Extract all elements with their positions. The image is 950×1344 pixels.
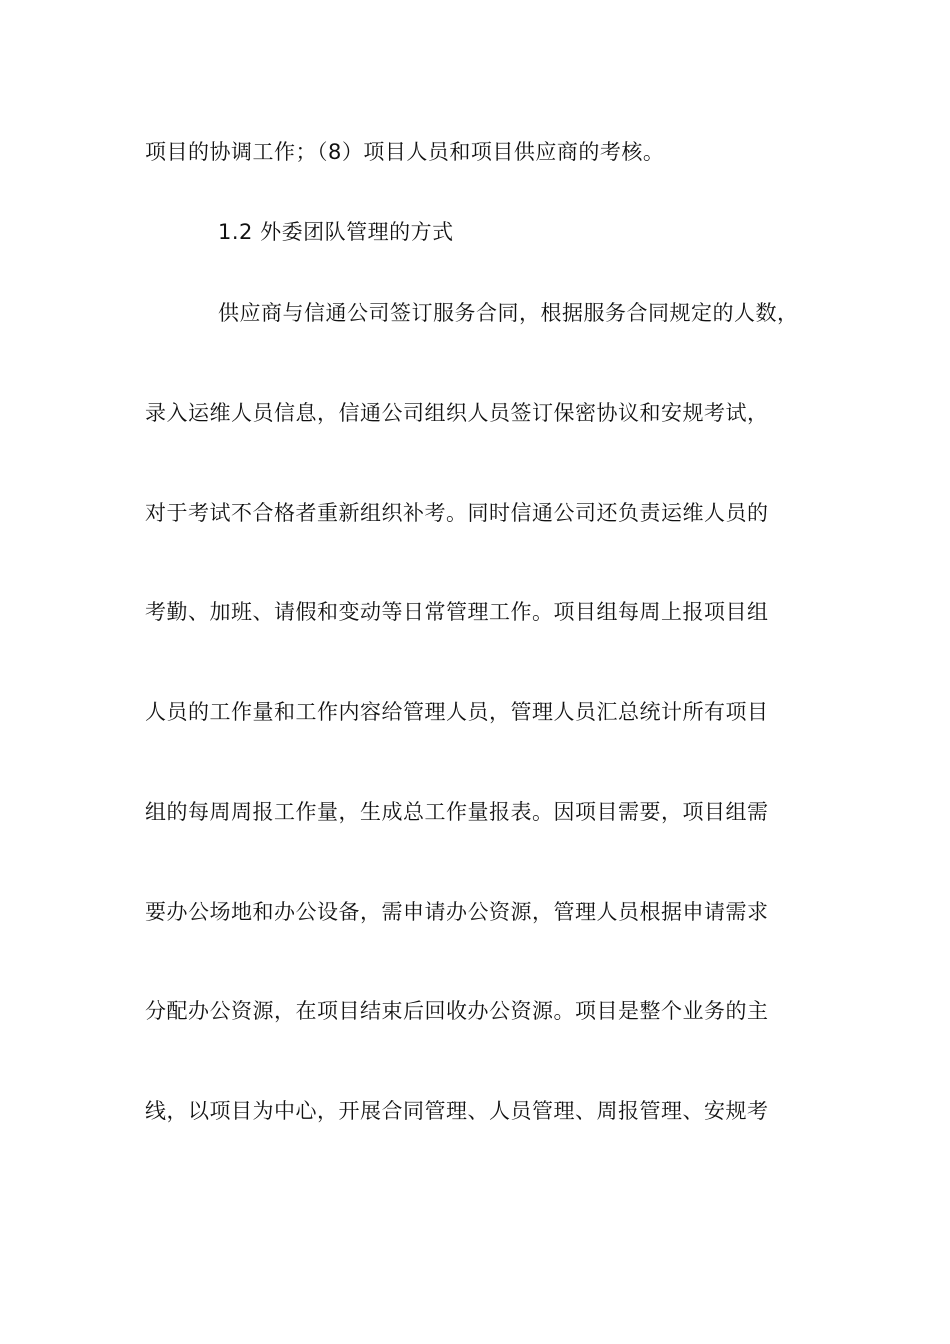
section-heading: 1.2 外委团队管理的方式 (218, 220, 454, 244)
paragraph-line: 项目的协调工作；（8）项目人员和项目供应商的考核。 (145, 140, 665, 164)
paragraph-line: 对于考试不合格者重新组织补考。同时信通公司还负责运维人员的 (145, 501, 769, 525)
paragraph-line: 考勤、加班、请假和变动等日常管理工作。项目组每周上报项目组 (145, 600, 769, 624)
paragraph-line: 要办公场地和办公设备，需申请办公资源，管理人员根据申请需求 (145, 900, 769, 924)
paragraph-line: 供应商与信通公司签订服务合同，根据服务合同规定的人数， (218, 301, 799, 325)
paragraph-line: 线，以项目为中心，开展合同管理、人员管理、周报管理、安规考 (145, 1099, 769, 1123)
paragraph-line: 组的每周周报工作量，生成总工作量报表。因项目需要，项目组需 (145, 800, 769, 824)
paragraph-line: 录入运维人员信息，信通公司组织人员签订保密协议和安规考试， (145, 401, 769, 425)
paragraph-line: 分配办公资源，在项目结束后回收办公资源。项目是整个业务的主 (145, 999, 769, 1023)
paragraph-line: 人员的工作量和工作内容给管理人员，管理人员汇总统计所有项目 (145, 700, 769, 724)
